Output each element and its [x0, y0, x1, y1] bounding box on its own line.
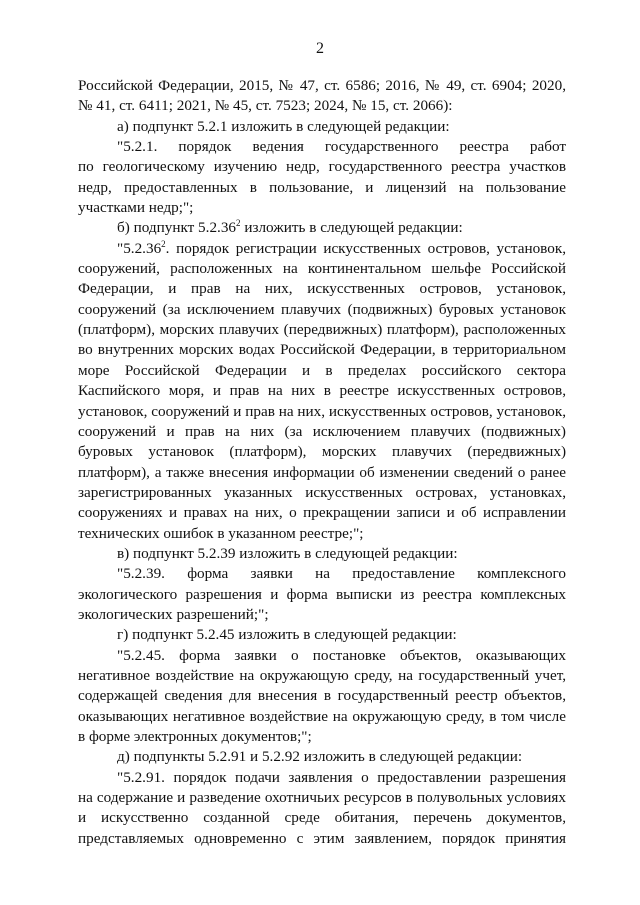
text-line: установок, сооружений и прав на них, искусственных островов, установок, [78, 402, 566, 420]
text-line: "5.2.1. порядок ведения государственного реестра работ [117, 138, 566, 156]
text-line: экологических разрешений;"; [78, 605, 269, 623]
text-line: г) подпункт 5.2.45 изложить в следующей редакции: [117, 626, 457, 644]
text-line [78, 218, 566, 238]
text-line: содержащей сведения для внесения в государственный реестр объектов, [78, 687, 566, 705]
text-line: Федерации, и прав на них, искусственных островов, установок, [78, 280, 566, 298]
text-line: сооружений, расположенных на континентальном шельфе Российской [78, 260, 566, 278]
text-line: платформ), а также внесения информации об изменении сведений о ранее [78, 463, 566, 481]
text-line: в) подпункт 5.2.39 изложить в следующей редакции: [117, 544, 458, 562]
document-body [78, 76, 566, 849]
superscript: 2 [161, 238, 166, 249]
text-line: во внутренних морских водах Российской Федерации, в территориальном [78, 341, 566, 359]
text-line: по геологическому изучению недр, государственного реестра участков [78, 158, 566, 176]
text-line: сооружений (за исключением плавучих (подвижных) буровых установок [78, 300, 566, 318]
text-line: участками недр;"; [78, 199, 194, 217]
text-line: (платформ), морских плавучих (передвижных) платформ), расположенных [78, 321, 566, 339]
text-segment: "5.2.36 [117, 239, 162, 257]
text-line: сооружений и прав на них (за исключением плавучих (подвижных) [78, 422, 566, 440]
text-line: негативное воздействие на окружающую среду, на государственный учет, [78, 666, 566, 684]
text-line: Каспийского моря, и прав на них в реестре искусственных островов, [78, 382, 566, 400]
text-line: сооружениях и правах на них, о прекращении записи и об исправлении [78, 504, 566, 522]
text-line: море Российской Федерации и в пределах российского сектора [78, 361, 566, 379]
text-line: д) подпункты 5.2.91 и 5.2.92 изложить в следующей редакции: [117, 748, 523, 766]
text-line: буровых установок (платформ), морских плавучих (передвижных) [78, 443, 566, 461]
text-segment: . порядок регистрации искусственных островов, установок, [165, 239, 566, 257]
text-line: а) подпункт 5.2.1 изложить в следующей редакции: [117, 117, 450, 135]
page-number: 2 [316, 40, 324, 57]
text-line: технических ошибок в указанном реестре;"; [78, 524, 364, 542]
text-line: "5.2.45. форма заявки о постановке объектов, оказывающих [117, 646, 566, 664]
text-line: в форме электронных документов;"; [78, 728, 312, 745]
text-line: зарегистрированных указанных искусственных островах, установках, [78, 483, 566, 501]
text-line: № 41, ст. 6411; 2021, № 45, ст. 7523; 2024, № 15, ст. 2066): [78, 97, 453, 115]
text-line: недр, предоставленных в пользование, и лицензий на пользование [78, 178, 566, 196]
text-line: экологического разрешения и форма выписки из реестра комплексных [78, 585, 566, 603]
text-line: на содержание и разведение охотничьих ресурсов в полувольных условиях [78, 789, 566, 807]
text-line: "5.2.91. порядок подачи заявления о предоставлении разрешения [117, 768, 566, 786]
text-line: Российской Федерации, 2015, № 47, ст. 6586; 2016, № 49, ст. 6904; 2020, [78, 77, 566, 94]
text-line [78, 239, 566, 259]
text-segment: изложить в следующей редакции: [240, 219, 463, 237]
text-line: "5.2.39. форма заявки на предоставление комплексного [117, 565, 566, 583]
text-segment: б) подпункт 5.2.36 [117, 219, 237, 237]
text-line: и искусственно созданной среде обитания, перечень документов, [78, 809, 566, 827]
superscript: 2 [236, 218, 241, 229]
text-line: оказывающих негативное воздействие на окружающую среду, в том числе [78, 707, 566, 725]
text-line: представляемых одновременно с этим заявлением, порядок принятия [78, 829, 566, 847]
